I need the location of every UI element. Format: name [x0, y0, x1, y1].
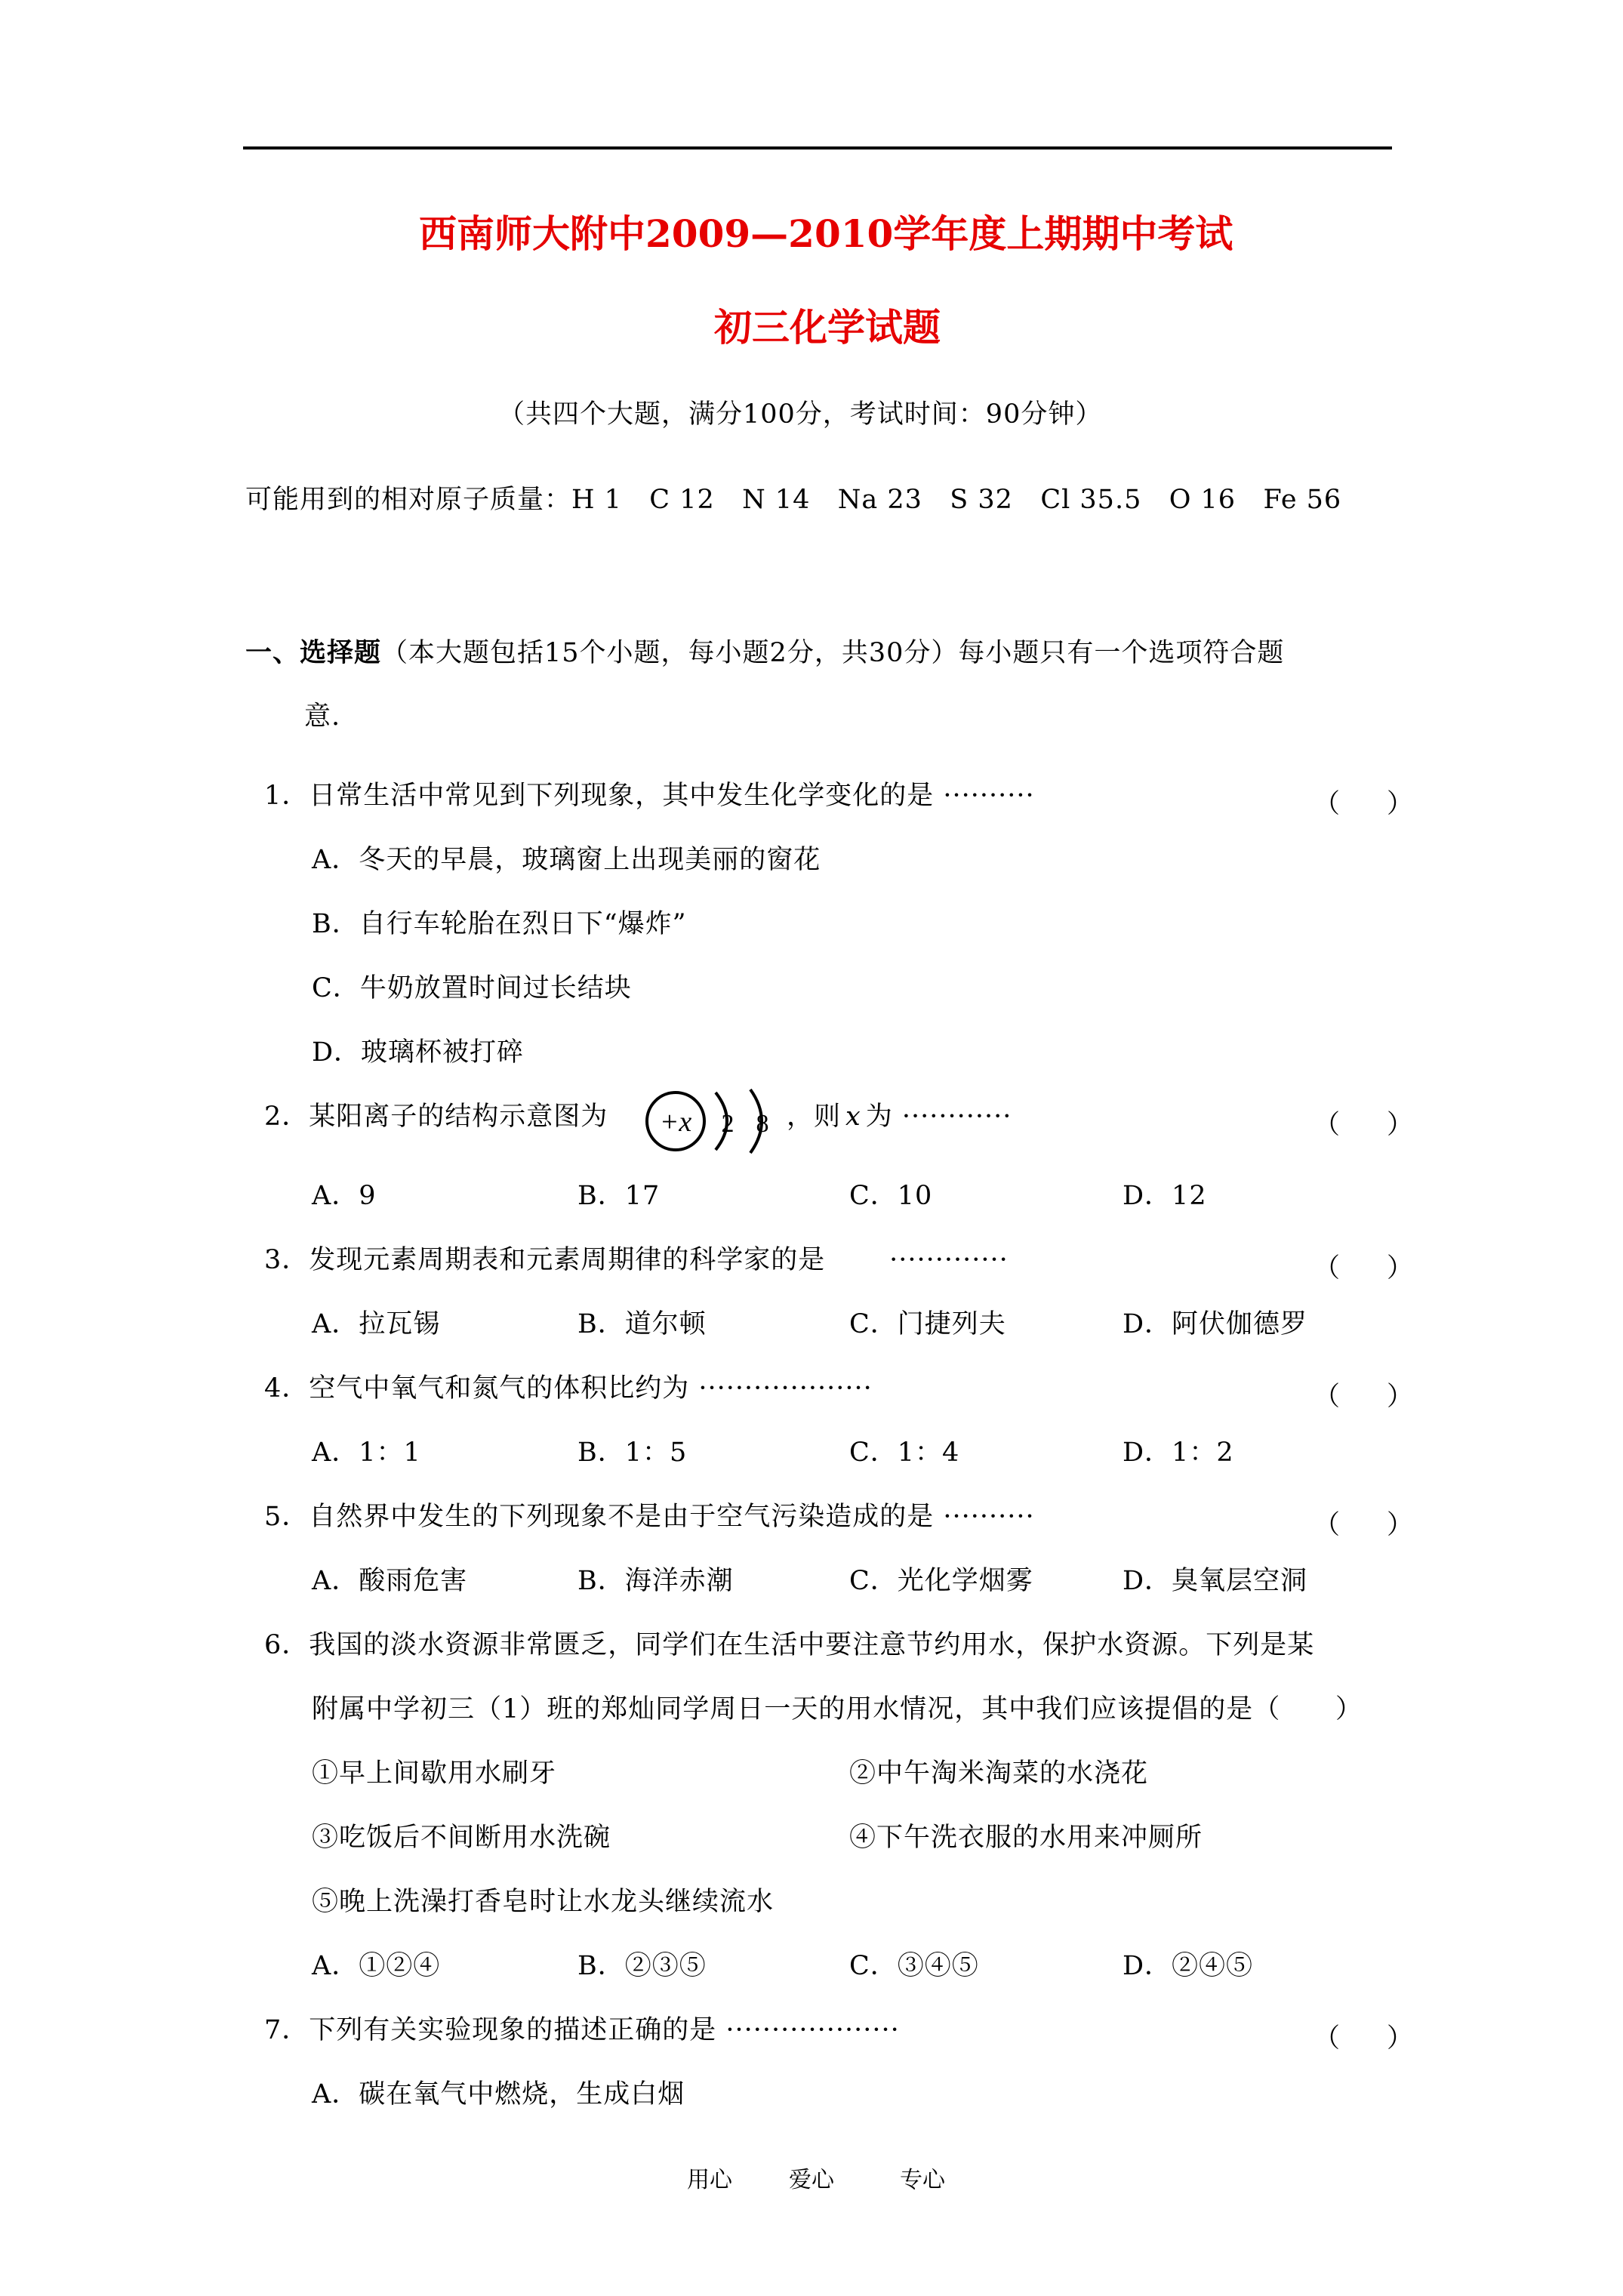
q6-item-1: ①早上间歇用水刷牙 — [312, 1758, 557, 1789]
answer-paren-3: （ ） — [1313, 1253, 1414, 1284]
question-4-stem: 4．空气中氧气和氮气的体积比约为 ··················· — [264, 1373, 873, 1404]
nucleus-charge: +x — [659, 1106, 692, 1138]
q6-option-d: D．②④⑤ — [1123, 1951, 1254, 1981]
q1-option-d: D．玻璃杯被打碎 — [312, 1037, 525, 1068]
q3-option-b: B．道尔顿 — [577, 1309, 707, 1339]
question-2-stem-end: ，则 x 为 ············ — [787, 1102, 1012, 1132]
question-6-stem: 6．我国的淡水资源非常匮乏，同学们在生活中要注意节约用水，保护水资源。下列是某 — [264, 1630, 1315, 1660]
q2-option-a: A．9 — [312, 1181, 377, 1211]
q5-option-c: C．光化学烟雾 — [849, 1566, 1033, 1596]
exam-title: 西南师大附中2009—2010学年度上期期中考试 — [419, 211, 1233, 256]
q1-option-c: C．牛奶放置时间过长结块 — [312, 973, 632, 1003]
q6-item-5: ⑤晚上洗澡打香皂时让水龙头继续流水 — [312, 1887, 775, 1917]
q6-item-4: ④下午洗衣服的水用来冲厕所 — [849, 1823, 1203, 1853]
q3-option-a: A．拉瓦锡 — [312, 1309, 441, 1339]
atomic-masses: 可能用到的相对原子质量：H 1 C 12 N 14 Na 23 S 32 Cl 35.5 O 16 Fe 56 — [245, 485, 1342, 515]
question-7-stem: 7．下列有关实验现象的描述正确的是 ··················· — [264, 2015, 900, 2045]
footer-text-1: 用心 — [687, 2167, 732, 2193]
answer-paren-1: （ ） — [1313, 789, 1414, 819]
q5-option-b: B．海洋赤潮 — [577, 1566, 734, 1596]
q2-option-d: D．12 — [1123, 1181, 1207, 1211]
section-description-cont: 意. — [304, 701, 341, 732]
exam-info: （共四个大题，满分100分，考试时间：90分钟） — [498, 399, 1103, 430]
q2-option-b: B．17 — [577, 1181, 661, 1211]
q3-option-c: C．门捷列夫 — [849, 1309, 1006, 1339]
header-rule — [243, 146, 1392, 149]
section-heading-label: 一、选择题 — [245, 637, 382, 668]
q5-option-d: D．臭氧层空洞 — [1123, 1566, 1308, 1596]
q6-option-a: A．①②④ — [312, 1951, 441, 1981]
footer-text-3: 专心 — [900, 2167, 945, 2193]
q6-option-b: B．②③⑤ — [577, 1951, 707, 1981]
question-5-stem: 5．自然界中发生的下列现象不是由于空气污染造成的是 ·········· — [264, 1502, 1035, 1532]
shell-2-electrons: 8 — [756, 1110, 769, 1138]
variable-x: x — [845, 1102, 861, 1132]
question-3-stem: 3．发现元素周期表和元素周期律的科学家的是 ············· — [264, 1245, 1009, 1275]
question-2-stem: 2．某阳离子的结构示意图为 — [264, 1102, 608, 1132]
q4-option-d: D．1：2 — [1123, 1438, 1234, 1468]
footer-text-2: 爱心 — [789, 2167, 834, 2193]
q1-option-b: B．自行车轮胎在烈日下“爆炸” — [312, 909, 687, 939]
q6-item-3: ③吃饭后不间断用水洗碗 — [312, 1823, 611, 1853]
q2-option-c: C．10 — [849, 1181, 933, 1211]
shell-1-electrons: 2 — [721, 1110, 735, 1138]
q6-option-c: C．③④⑤ — [849, 1951, 979, 1981]
section-heading — [245, 639, 1284, 667]
q4-option-a: A．1：1 — [312, 1438, 421, 1468]
answer-paren-5: （ ） — [1313, 1510, 1414, 1540]
q1-option-a: A．冬天的早晨，玻璃窗上出现美丽的窗花 — [312, 845, 821, 875]
q5-option-a: A．酸雨危害 — [312, 1566, 468, 1596]
exam-subtitle: 初三化学试题 — [714, 305, 941, 350]
q4-option-c: C．1：4 — [849, 1438, 960, 1468]
answer-paren-2: （ ） — [1313, 1110, 1414, 1140]
answer-paren-4: （ ） — [1313, 1382, 1414, 1412]
ion-structure-diagram — [643, 1083, 783, 1159]
q7-option-a: A．碳在氧气中燃烧，生成白烟 — [312, 2079, 685, 2110]
question-1-stem: 1．日常生活中常见到下列现象，其中发生化学变化的是 ·········· — [264, 781, 1035, 811]
question-6-stem-cont: 附属中学初三（1）班的郑灿同学周日一天的用水情况，其中我们应该提倡的是（ ） — [312, 1694, 1363, 1724]
section-description: （本大题包括15个小题，每小题2分，共30分）每小题只有一个选项符合题 — [381, 638, 1285, 668]
answer-paren-7: （ ） — [1313, 2023, 1414, 2054]
q3-option-d: D．阿伏伽德罗 — [1123, 1309, 1308, 1339]
q4-option-b: B．1：5 — [577, 1438, 688, 1468]
q6-item-2: ②中午淘米淘菜的水浇花 — [849, 1758, 1149, 1789]
